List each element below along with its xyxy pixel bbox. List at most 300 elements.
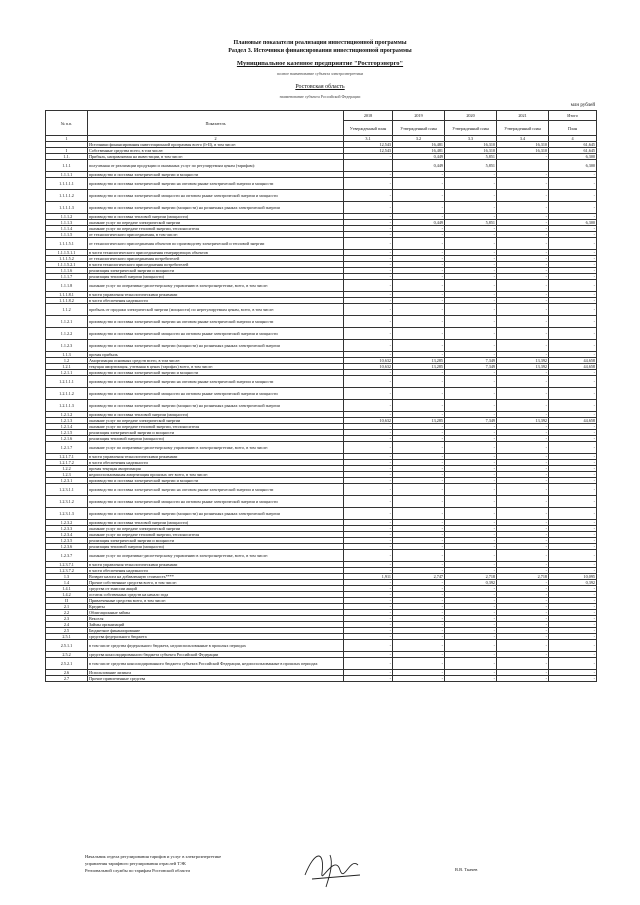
- row-year-value: -: [344, 178, 393, 190]
- row-indicator: Прочие собственные средства всего, в том числе:: [88, 580, 344, 586]
- row-indicator: в части технологического присоединения потребителей: [88, 262, 344, 268]
- row-number: I: [46, 148, 88, 154]
- row-year-value: 10,632: [344, 418, 393, 424]
- row-indicator: производство и поставка электрической мощности на оптовом рынке электрической энергии и мощности: [88, 496, 344, 508]
- row-year-value: -: [497, 256, 549, 262]
- row-indicator: Кредиты: [88, 604, 344, 610]
- row-year-value: -: [344, 592, 393, 598]
- row-total-value: -: [549, 424, 597, 430]
- row-year-value: -: [344, 340, 393, 352]
- row-year-value: -: [497, 586, 549, 592]
- row-year-value: -: [393, 454, 445, 460]
- row-year-value: -: [393, 610, 445, 616]
- row-year-value: -: [445, 316, 497, 328]
- row-number: 1.4: [46, 580, 88, 586]
- row-year-value: -: [393, 580, 445, 586]
- row-total-value: 6,300: [549, 220, 597, 226]
- row-year-value: -: [393, 238, 445, 250]
- row-year-value: -: [344, 484, 393, 496]
- row-number: 1.1.1.5.1.1: [46, 250, 88, 256]
- row-year-value: -: [497, 538, 549, 544]
- row-year-value: -: [497, 562, 549, 568]
- row-indicator: оказание услуг по передаче электрической энергии: [88, 220, 344, 226]
- row-year-value: -: [445, 298, 497, 304]
- row-indicator: в части управления технологическими режимами: [88, 454, 344, 460]
- row-number: 1.1.1.5.1: [46, 238, 88, 250]
- row-total-value: 44,658: [549, 364, 597, 370]
- row-number: 1.2.1.1: [46, 370, 88, 376]
- row-year-value: -: [393, 298, 445, 304]
- plan-subheader: Утвержденный план: [445, 121, 497, 136]
- row-year-value: 13,392: [497, 364, 549, 370]
- row-indicator: прочая текущая амортизация: [88, 466, 344, 472]
- row-year-value: -: [497, 202, 549, 214]
- row-year-value: 7,349: [445, 418, 497, 424]
- row-indicator: Использование лизинга: [88, 670, 344, 676]
- row-number: 1.2.1.7.1: [46, 454, 88, 460]
- row-year-value: -: [344, 328, 393, 340]
- row-total-value: -: [549, 622, 597, 628]
- row-indicator: Бюджетное финансирование: [88, 628, 344, 634]
- row-year-value: -: [344, 154, 393, 160]
- row-year-value: -: [497, 298, 549, 304]
- row-year-value: -: [344, 226, 393, 232]
- row-total-value: -: [549, 388, 597, 400]
- row-year-value: -: [393, 202, 445, 214]
- row-total-value: -: [549, 610, 597, 616]
- row-year-value: -: [344, 628, 393, 634]
- row-year-value: -: [497, 496, 549, 508]
- row-year-value: 16,481: [393, 148, 445, 154]
- row-number: 2.2: [46, 610, 88, 616]
- row-year-value: -: [445, 268, 497, 274]
- row-year-value: -: [344, 424, 393, 430]
- row-year-value: [344, 160, 393, 172]
- signatory-block: [85, 853, 221, 874]
- row-year-value: -: [344, 652, 393, 658]
- row-year-value: -: [497, 640, 549, 652]
- row-year-value: -: [344, 400, 393, 412]
- table-row: [46, 658, 597, 670]
- row-year-value: -: [497, 550, 549, 562]
- row-indicator: оказание услуг по оперативно-диспетчерскому управлению в электроэнергетике, всего, в том числе:: [88, 280, 344, 292]
- row-year-value: -: [497, 622, 549, 628]
- row-year-value: -: [445, 454, 497, 460]
- row-total-value: -: [549, 478, 597, 484]
- row-total-value: -: [549, 550, 597, 562]
- row-year-value: 13,285: [393, 358, 445, 364]
- row-number: 1.1.2.3: [46, 340, 88, 352]
- column-number: 3.3: [445, 136, 497, 142]
- row-year-value: -: [497, 634, 549, 640]
- row-total-value: -: [549, 460, 597, 466]
- row-year-value: -: [445, 256, 497, 262]
- row-year-value: -: [393, 472, 445, 478]
- row-year-value: -: [497, 460, 549, 466]
- table-row: [46, 640, 597, 652]
- row-year-value: -: [393, 496, 445, 508]
- row-year-value: -: [344, 586, 393, 592]
- row-total-value: -: [549, 226, 597, 232]
- row-year-value: -: [344, 508, 393, 520]
- row-year-value: -: [445, 388, 497, 400]
- row-year-value: -: [445, 352, 497, 358]
- table-row: [46, 202, 597, 214]
- row-indicator: оказание услуг по передаче электрической энергии: [88, 418, 344, 424]
- row-number: 1.1.1.4: [46, 226, 88, 232]
- row-year-value: -: [445, 526, 497, 532]
- row-year-value: -: [497, 292, 549, 298]
- row-year-value: -: [445, 616, 497, 622]
- table-row: [46, 280, 597, 292]
- row-year-value: -: [344, 388, 393, 400]
- signatory-position-line3: Региональной службы по тарифам Ростовской области: [85, 868, 190, 873]
- row-total-value: -: [549, 604, 597, 610]
- row-number: 2.1: [46, 604, 88, 610]
- row-year-value: -: [344, 496, 393, 508]
- row-number: 1.1.1.1: [46, 172, 88, 178]
- row-year-value: -: [393, 268, 445, 274]
- row-year-value: -: [445, 622, 497, 628]
- row-number: 2.5.2.1: [46, 658, 88, 670]
- row-indicator: производство и поставка электрической мощности на оптовом рынке электрической энергии и мощности: [88, 328, 344, 340]
- row-indicator: от технологического присоединения объектов по производству электрической и тепловой энергии: [88, 238, 344, 250]
- row-year-value: -: [445, 676, 497, 682]
- row-year-value: 5,851: [445, 220, 497, 226]
- row-number: 1.3: [46, 574, 88, 580]
- row-total-value: -: [549, 400, 597, 412]
- row-year-value: -: [497, 412, 549, 418]
- row-year-value: 10,632: [344, 358, 393, 364]
- row-indicator: в части обеспечения надежности: [88, 568, 344, 574]
- row-year-value: -: [445, 442, 497, 454]
- row-year-value: -: [393, 292, 445, 298]
- row-number: 1.2.1.7: [46, 442, 88, 454]
- row-year-value: -: [497, 604, 549, 610]
- row-year-value: -: [497, 352, 549, 358]
- row-year-value: -: [344, 436, 393, 442]
- row-number: 1.1.1.5.2: [46, 256, 88, 262]
- row-year-value: -: [344, 466, 393, 472]
- row-year-value: -: [393, 430, 445, 436]
- row-number: 2.5: [46, 628, 88, 634]
- row-total-value: -: [549, 628, 597, 634]
- row-year-value: -: [497, 178, 549, 190]
- row-number: 1.2.3.1: [46, 478, 88, 484]
- table-row: [46, 400, 597, 412]
- row-indicator: Облигационные займы: [88, 610, 344, 616]
- row-total-value: -: [549, 676, 597, 682]
- row-year-value: -: [497, 466, 549, 472]
- row-year-value: -: [344, 352, 393, 358]
- row-year-value: -: [445, 340, 497, 352]
- row-year-value: -: [497, 508, 549, 520]
- row-number: 1.1.2.2: [46, 328, 88, 340]
- row-year-value: -: [445, 496, 497, 508]
- row-year-value: -: [497, 568, 549, 574]
- row-indicator: производство и поставка электрической энергии и мощности: [88, 370, 344, 376]
- row-indicator: производство и поставка электрической энергии на оптовом рынке электрической энергии и мощности: [88, 316, 344, 328]
- row-year-value: 7,349: [445, 364, 497, 370]
- row-year-value: -: [497, 220, 549, 226]
- row-year-value: -: [344, 562, 393, 568]
- row-indicator: в том числе средства федерального бюджета, недоиспользованные в прошлых периодах: [88, 640, 344, 652]
- row-year-value: -: [445, 202, 497, 214]
- row-year-value: -: [497, 454, 549, 460]
- table-row: [46, 496, 597, 508]
- row-number: 1.2.3.5: [46, 538, 88, 544]
- row-year-value: -: [393, 460, 445, 466]
- row-year-value: -: [445, 424, 497, 430]
- row-year-value: -: [344, 604, 393, 610]
- row-year-value: -: [344, 610, 393, 616]
- organization-caption: полное наименование субъекта электроэнергетики: [276, 71, 364, 76]
- row-year-value: -: [497, 268, 549, 274]
- row-year-value: -: [445, 628, 497, 634]
- row-total-value: 10,095: [549, 574, 597, 580]
- row-year-value: -: [497, 340, 549, 352]
- row-total-value: -: [549, 442, 597, 454]
- row-year-value: -: [445, 472, 497, 478]
- row-year-value: 7,349: [445, 358, 497, 364]
- row-indicator: Векселя: [88, 616, 344, 622]
- row-year-value: -: [393, 484, 445, 496]
- row-year-value: -: [393, 544, 445, 550]
- row-year-value: -: [344, 550, 393, 562]
- row-year-value: -: [497, 472, 549, 478]
- row-year-value: -: [393, 274, 445, 280]
- row-indicator: прибыль от продажи электрической энергии (мощности) по нерегулируемым ценам, всего, в том числе:: [88, 304, 344, 316]
- row-year-value: -: [344, 292, 393, 298]
- row-indicator: в том числе средства консолидированного бюджета субъекта Российской Федерации, недоиспользованные в прошлых периодах: [88, 658, 344, 670]
- row-year-value: -: [393, 316, 445, 328]
- row-total-value: -: [549, 520, 597, 526]
- row-year-value: -: [497, 190, 549, 202]
- row-year-value: -: [445, 478, 497, 484]
- row-year-value: -: [393, 400, 445, 412]
- row-year-value: 0,449: [393, 154, 445, 160]
- row-year-value: -: [497, 238, 549, 250]
- row-year-value: -: [344, 670, 393, 676]
- table-row: [46, 178, 597, 190]
- row-indicator: в части обеспечения надежности: [88, 460, 344, 466]
- row-year-value: -: [497, 598, 549, 604]
- row-year-value: -: [393, 670, 445, 676]
- plan-subheader: Утвержденный план: [497, 121, 549, 136]
- row-number: 1.2.1.1.2: [46, 388, 88, 400]
- row-year-value: -: [445, 520, 497, 526]
- row-year-value: -: [393, 304, 445, 316]
- row-year-value: -: [344, 442, 393, 454]
- row-total-value: -: [549, 466, 597, 472]
- col-header-name: Показатель: [88, 111, 344, 136]
- row-year-value: -: [344, 454, 393, 460]
- row-number: 1.2.1.4: [46, 424, 88, 430]
- row-year-value: -: [497, 658, 549, 670]
- row-year-value: -: [445, 232, 497, 238]
- row-year-value: -: [393, 370, 445, 376]
- row-total-value: -: [549, 232, 597, 238]
- row-year-value: 16,310: [497, 148, 549, 154]
- row-year-value: -: [445, 400, 497, 412]
- row-year-value: -: [497, 226, 549, 232]
- row-year-value: -: [393, 436, 445, 442]
- row-year-value: -: [393, 658, 445, 670]
- table-row: [46, 328, 597, 340]
- row-year-value: -: [344, 520, 393, 526]
- row-year-value: -: [445, 604, 497, 610]
- row-number: 1.1.: [46, 154, 88, 160]
- row-number: 1.2: [46, 358, 88, 364]
- row-number: 1.1.1.8.1: [46, 292, 88, 298]
- row-year-value: -: [497, 616, 549, 622]
- table-row: [46, 304, 597, 316]
- row-year-value: -: [445, 412, 497, 418]
- signatory-position-line2: управления тарифного регулирования отраслей ТЭК: [85, 861, 186, 866]
- row-indicator: в части управления технологическими режимами: [88, 562, 344, 568]
- row-year-value: [497, 160, 549, 172]
- row-total-value: -: [549, 526, 597, 532]
- row-year-value: -: [393, 466, 445, 472]
- row-indicator: реализация электрической энергии и мощности: [88, 430, 344, 436]
- row-total-value: -: [549, 508, 597, 520]
- row-indicator: производство и поставка электрической энергии (мощности) на розничных рынках электрической энергии: [88, 508, 344, 520]
- row-number: 1.2.1.1.1: [46, 376, 88, 388]
- row-indicator: реализация электрической энергии и мощности: [88, 538, 344, 544]
- row-indicator: средства от эмиссии акций: [88, 586, 344, 592]
- row-total-value: 44,658: [549, 418, 597, 424]
- row-year-value: -: [393, 262, 445, 268]
- row-year-value: -: [497, 328, 549, 340]
- row-total-value: -: [549, 268, 597, 274]
- row-number: 1.1.1.1.3: [46, 202, 88, 214]
- row-total-value: -: [549, 436, 597, 442]
- row-year-value: -: [445, 460, 497, 466]
- row-year-value: -: [445, 652, 497, 658]
- row-year-value: -: [445, 190, 497, 202]
- column-number: 3.4: [497, 136, 549, 142]
- row-year-value: -: [344, 316, 393, 328]
- row-indicator: текущая амортизация, учтенная в ценах (тарифах) всего, в том числе:: [88, 364, 344, 370]
- row-total-value: -: [549, 250, 597, 256]
- row-year-value: -: [497, 610, 549, 616]
- table-row: [46, 550, 597, 562]
- row-number: 1.2.3.1.3: [46, 508, 88, 520]
- doc-title-line1: Плановые показатели реализации инвестиционной программы: [233, 40, 407, 46]
- row-year-value: -: [393, 538, 445, 544]
- row-total-value: -: [549, 292, 597, 298]
- row-number: 1.2.1.5: [46, 430, 88, 436]
- row-number: 1.2.3.6: [46, 544, 88, 550]
- row-year-value: -: [445, 280, 497, 292]
- row-year-value: -: [344, 298, 393, 304]
- row-year-value: -: [497, 424, 549, 430]
- row-number: 1.1.1.8: [46, 280, 88, 292]
- row-year-value: -: [344, 658, 393, 670]
- row-year-value: -: [445, 544, 497, 550]
- row-year-value: 12,543: [344, 142, 393, 148]
- row-number: 1.2.1.3: [46, 418, 88, 424]
- row-year-value: -: [344, 262, 393, 268]
- row-year-value: -: [445, 640, 497, 652]
- row-total-value: -: [549, 430, 597, 436]
- row-year-value: -: [393, 592, 445, 598]
- column-number: 3.1: [344, 136, 393, 142]
- row-total-value: -: [549, 262, 597, 268]
- region-caption: наименование субъекта Российской Федерации: [279, 94, 361, 99]
- plan-subheader: Утвержденный план: [344, 121, 393, 136]
- row-total-value: 6,300: [549, 154, 597, 160]
- row-indicator: производство и поставка электрической мощности на оптовом рынке электрической энергии и мощности: [88, 190, 344, 202]
- row-number: 1.1.1.1.2: [46, 190, 88, 202]
- table-row: [46, 160, 597, 172]
- row-year-value: 13,285: [393, 418, 445, 424]
- doc-title-line2: Раздел 3. Источники финансирования инвестиционной программы: [228, 48, 412, 54]
- row-number: 1.2.3.7.2: [46, 568, 88, 574]
- row-indicator: оказание услуг по передаче тепловой энергии, теплоносителя: [88, 424, 344, 430]
- row-year-value: -: [393, 340, 445, 352]
- row-indicator: Источники финансирования инвестиционной программы всего (I+II), в том числе:: [88, 142, 344, 148]
- row-year-value: 16,481: [393, 142, 445, 148]
- total-header: Итого: [549, 111, 597, 121]
- row-year-value: -: [393, 676, 445, 682]
- row-number: 2.6: [46, 670, 88, 676]
- row-year-value: 13,392: [497, 358, 549, 364]
- row-year-value: -: [393, 532, 445, 538]
- row-total-value: -: [549, 484, 597, 496]
- row-indicator: Возврат налога на добавленную стоимость****: [88, 574, 344, 580]
- row-number: 1.2.3.4: [46, 532, 88, 538]
- row-number: 1.2.3.2: [46, 520, 88, 526]
- row-year-value: -: [344, 430, 393, 436]
- row-year-value: -: [344, 544, 393, 550]
- row-total-value: -: [549, 562, 597, 568]
- row-total-value: -: [549, 538, 597, 544]
- row-year-value: -: [445, 586, 497, 592]
- row-year-value: -: [393, 604, 445, 610]
- row-year-value: -: [445, 658, 497, 670]
- row-number: 1.1.1.1.1: [46, 178, 88, 190]
- row-total-value: 44,658: [549, 358, 597, 364]
- row-year-value: -: [445, 592, 497, 598]
- year-header: 2021: [497, 111, 549, 121]
- row-year-value: -: [344, 460, 393, 466]
- row-number: 2.4: [46, 622, 88, 628]
- row-year-value: -: [497, 232, 549, 238]
- row-total-value: -: [549, 634, 597, 640]
- row-year-value: -: [393, 178, 445, 190]
- row-year-value: 5,851: [445, 154, 497, 160]
- row-indicator: производство и поставка электрической энергии (мощности) на розничных рынках электрической энергии: [88, 400, 344, 412]
- row-year-value: -: [344, 532, 393, 538]
- row-year-value: -: [497, 214, 549, 220]
- row-year-value: -: [445, 214, 497, 220]
- row-indicator: реализация электрической энергии и мощности: [88, 268, 344, 274]
- row-year-value: -: [344, 238, 393, 250]
- row-year-value: -: [497, 676, 549, 682]
- row-year-value: -: [344, 616, 393, 622]
- row-year-value: -: [393, 598, 445, 604]
- row-year-value: -: [445, 484, 497, 496]
- row-indicator: производство и поставка электрической энергии на оптовом рынке электрической энергии и мощности: [88, 376, 344, 388]
- row-indicator: производство и поставка электрической энергии на оптовом рынке электрической энергии и мощности: [88, 484, 344, 496]
- organization-name: Муниципальное казенное предприятие "Ростгорэнерго": [236, 60, 404, 67]
- row-year-value: -: [497, 484, 549, 496]
- row-total-value: -: [549, 652, 597, 658]
- row-number: 1.4.2: [46, 592, 88, 598]
- row-year-value: -: [445, 226, 497, 232]
- signatory-name: В.В. Ткачев: [455, 867, 478, 872]
